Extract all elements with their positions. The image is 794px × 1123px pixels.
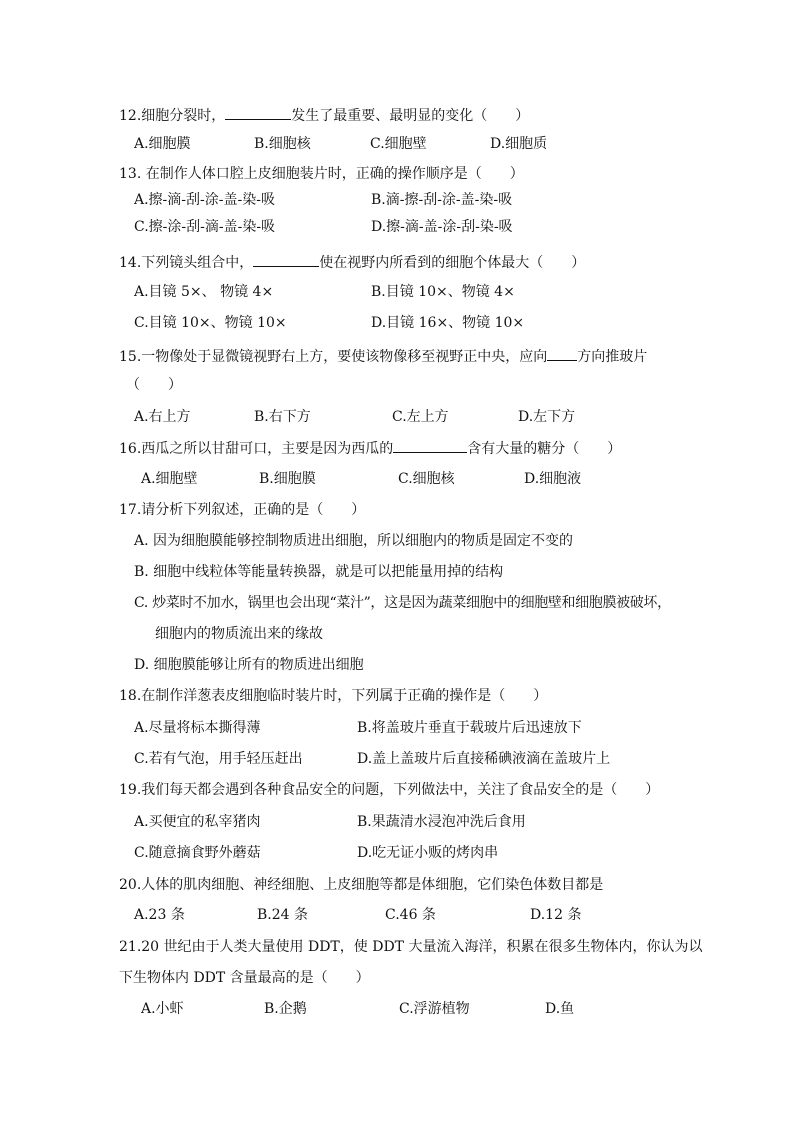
option-d: D.12 条 (530, 907, 582, 923)
option-c: C.若有气泡，用手轻压赶出 (134, 751, 303, 767)
option-b: B.24 条 (257, 907, 309, 923)
question-20-stem: 20.人体的肌肉细胞、神经细胞、上皮细胞等都是体细胞，它们染色体数目都是 (119, 877, 604, 893)
question-21-continuation: 下生物体内 DDT 含量最高的是（ ） (119, 970, 370, 986)
option-b: B.企鹅 (264, 1001, 307, 1017)
option-a: A.擦-滴-刮-涂-盖-染-吸 (134, 192, 275, 208)
question-19-stem: 19.我们每天都会遇到各种食品安全的问题，下列做法中，关注了食品安全的是（ ） (119, 782, 660, 798)
option-a: A.细胞壁 (141, 471, 198, 487)
option-c: C.46 条 (385, 907, 436, 923)
option-b: B.目镜 10×、物镜 4× (371, 284, 515, 300)
option-a: A.目镜 5×、 物镜 4× (134, 284, 274, 300)
question-12-text-after: 发生了最重要、最明显的变化（ ） (291, 108, 530, 124)
question-12-stem (119, 104, 529, 126)
option-d: D. 细胞膜能够让所有的物质进出细胞 (134, 657, 364, 673)
option-d: D.左下方 (518, 409, 576, 425)
option-a: A.23 条 (134, 907, 185, 923)
question-16-text-after: 含有大量的糖分（ ） (467, 441, 622, 457)
option-d: D.鱼 (545, 1001, 575, 1017)
option-c-continuation: 细胞内的物质流出来的缘故 (155, 626, 323, 642)
answer-blank (547, 345, 577, 361)
question-17-stem: 17.请分析下列叙述，正确的是（ ） (119, 502, 366, 518)
question-14-text: 14.下列镜头组合中， (119, 255, 254, 271)
option-c: C.细胞壁 (370, 136, 427, 152)
option-b: B.右下方 (254, 409, 311, 425)
question-16-stem (119, 437, 621, 459)
option-d: D.盖上盖玻片后直接稀碘液滴在盖玻片上 (357, 751, 611, 767)
option-c: C.左上方 (392, 409, 449, 425)
option-b: B. 细胞中线粒体等能量转换器，就是可以把能量用掉的结构 (134, 564, 504, 580)
option-c: C.浮游植物 (399, 1001, 470, 1017)
option-b: B.细胞膜 (259, 471, 316, 487)
question-14-text-after: 使在视野内所看到的细胞个体最大（ ） (319, 255, 586, 271)
option-d: D.吃无证小贩的烤肉串 (357, 845, 499, 861)
option-d: D.细胞液 (524, 471, 582, 487)
question-15-text: 15.一物像处于显微镜视野右上方，要使该物像移至视野正中央，应向 (119, 349, 548, 365)
question-15-continuation: （ ） (126, 377, 182, 393)
option-c: C.细胞核 (398, 471, 455, 487)
option-d: D.擦-滴-盖-涂-刮-染-吸 (371, 219, 513, 235)
option-b: B.果蔬清水浸泡冲洗后食用 (357, 814, 526, 830)
question-12-text: 12.细胞分裂时， (119, 108, 226, 124)
option-b: B.滴-擦-刮-涂-盖-染-吸 (371, 192, 513, 208)
option-b: B.将盖玻片垂直于载玻片后迅速放下 (357, 720, 582, 736)
option-a: A.尽量将标本撕得薄 (134, 720, 261, 736)
option-a: A.买便宜的私宰猪肉 (134, 814, 261, 830)
option-c: C.擦-涂-刮-滴-盖-染-吸 (134, 219, 276, 235)
option-d: D.目镜 16×、物镜 10× (371, 315, 525, 331)
question-18-stem: 18.在制作洋葱表皮细胞临时装片时，下列属于正确的操作是（ ） (119, 688, 548, 704)
question-13-stem: 13. 在制作人体口腔上皮细胞装片时，正确的操作顺序是（ ） (119, 166, 524, 182)
option-a: A.小虾 (141, 1001, 184, 1017)
answer-blank (253, 251, 319, 267)
question-15-text-after: 方向推玻片 (577, 349, 648, 365)
option-c: C.随意摘食野外蘑菇 (134, 845, 261, 861)
option-b: B.细胞核 (254, 136, 311, 152)
question-15-stem (119, 345, 647, 367)
option-c: C.目镜 10×、物镜 10× (134, 315, 287, 331)
option-d: D.细胞质 (490, 136, 548, 152)
question-14-stem (119, 251, 585, 273)
question-16-text: 16.西瓜之所以甘甜可口，主要是因为西瓜的 (119, 441, 394, 457)
option-a: A. 因为细胞膜能够控制物质进出细胞，所以细胞内的物质是固定不变的 (134, 533, 574, 549)
answer-blank (225, 104, 291, 120)
option-a: A.细胞膜 (134, 136, 191, 152)
option-a: A.右上方 (134, 409, 191, 425)
question-21-stem: 21.20 世纪由于人类大量使用 DDT，使 DDT 大量流入海洋，积累在很多生物体内，你认为以 (119, 939, 703, 955)
answer-blank (393, 437, 467, 453)
option-c: C. 炒菜时不加水，锅里也会出现“菜汁”，这是因为蔬菜细胞中的细胞壁和细胞膜被破坏， (134, 595, 671, 611)
